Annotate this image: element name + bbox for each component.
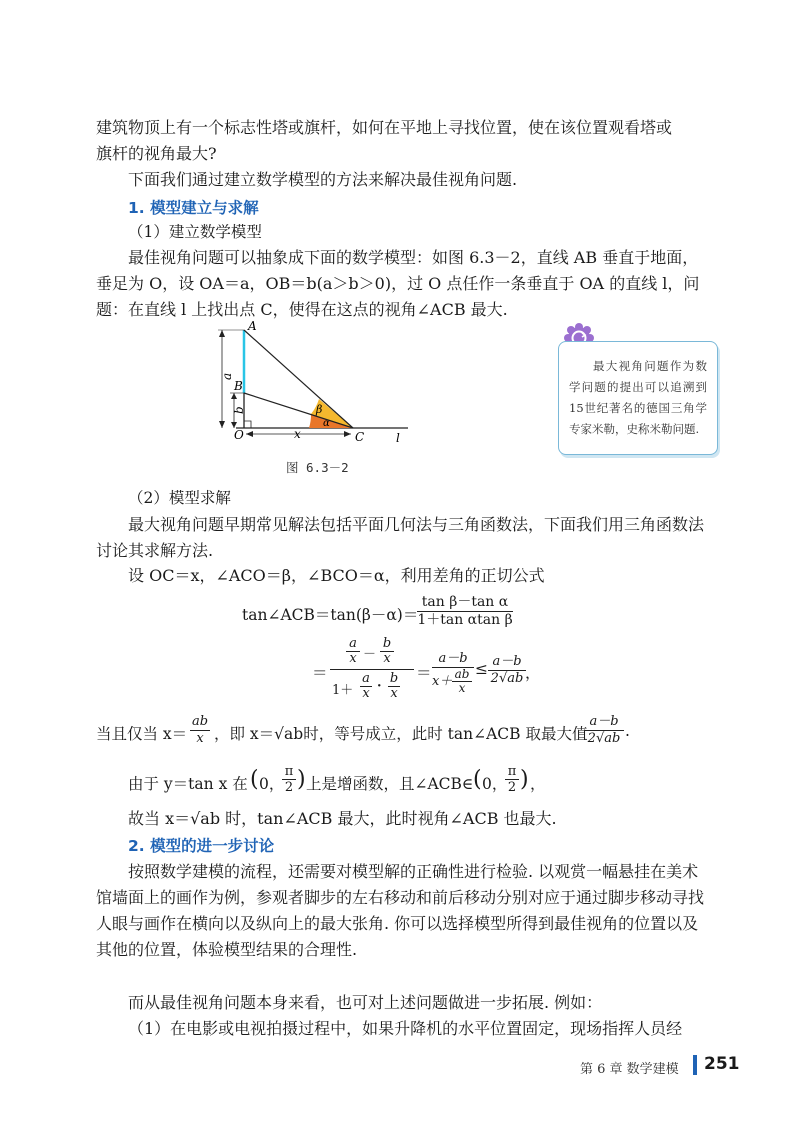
increasing-line: [128, 764, 588, 800]
incr-pi-half-2: [505, 764, 519, 795]
eq2-fraction-3: [488, 654, 526, 687]
incr-pre: 由于 y＝tan x 在: [128, 775, 248, 793]
eq2-f2-num: a－b: [432, 651, 474, 668]
label-beta: β: [316, 403, 323, 416]
sidebar-note: [558, 341, 718, 455]
chapter-label: 第 6 章 数学建模: [580, 1062, 679, 1077]
setup-line: 设 OC＝x，∠ACO＝β，∠BCO＝α，利用差角的正切公式: [128, 566, 545, 585]
eq2-f2-den-ab: ab: [452, 668, 472, 682]
incr-two-2: 2: [507, 780, 517, 795]
condition-line: [96, 713, 716, 753]
section-heading-2: 2. 模型的进一步讨论: [128, 837, 275, 855]
cond-max-den: 2√ab: [587, 731, 621, 746]
label-alpha: α: [323, 418, 330, 429]
cond-fraction: [190, 714, 210, 747]
eq2-less-equal: ≤: [475, 660, 488, 678]
eq2-num-x: x: [349, 651, 357, 666]
incr-int1-close: ): [297, 767, 306, 792]
intro-line-1: 建筑物顶上有一个标志性塔或旗杆，如何在平地上寻找位置，使在该位置观看塔或: [96, 118, 673, 137]
eq2-num-x2: x: [383, 651, 391, 666]
label-B: B: [234, 379, 243, 393]
incr-pi-1: π: [282, 764, 296, 780]
cond-end: .: [625, 722, 630, 740]
incr-end: ，: [530, 775, 546, 793]
eq2-comma: ，: [525, 664, 541, 682]
incr-int2-open: (: [473, 767, 482, 792]
eq2-f3-den: 2√ab: [490, 671, 524, 686]
label-C: C: [355, 430, 365, 444]
label-A: A: [248, 319, 257, 333]
model-paragraph: 最佳视角问题可以抽象成下面的数学模型：如图 6.3－2，直线 AB 垂直于地面，垂足为 O，设 OA＝a，OB＝b(a＞b＞0)，过 O 点任作一条垂直于 OA 的直线 l，问题：在直线 l 上找出点 C，使得在这点的视角∠ACB 最大.: [96, 248, 700, 319]
eq2-den-a: a: [360, 672, 372, 687]
eq1-fraction: [417, 594, 513, 629]
label-x: x: [294, 427, 301, 441]
eq2-num-a: a: [346, 637, 360, 652]
subheading-build-model: （1）建立数学模型: [128, 223, 262, 241]
incr-int1-open: (: [250, 767, 259, 792]
cond-frac-num: ab: [191, 714, 209, 729]
cond-frac-den: x: [196, 731, 204, 746]
eq2-minus: －: [363, 647, 377, 662]
label-l: l: [396, 431, 400, 445]
sidebar-note-text: 最大视角问题作为数学问题的提出可以追溯到15世纪著名的德国三角学专家米勒，史称米勒问题.: [569, 359, 707, 436]
incr-int2-close: ): [520, 767, 529, 792]
cond-max-num: a－b: [584, 714, 624, 731]
cond-mid: ，即 x＝√ab时，等号成立，此时 tan∠ACB 取最大值: [214, 725, 588, 743]
eq2-den-b: b: [389, 671, 399, 686]
footer-accent-bar: [693, 1055, 697, 1075]
cond-max-fraction: [584, 714, 624, 747]
incr-int2-zero: 0，: [482, 775, 508, 793]
figure-caption: 图 6.3－2: [286, 460, 349, 475]
label-a: a: [220, 372, 234, 380]
eq2-den-x: x: [362, 686, 370, 701]
label-b: b: [232, 406, 246, 414]
eq2-f3-num: a－b: [488, 654, 526, 671]
subheading-solve-model: （2）模型求解: [128, 489, 231, 507]
cond-pre: 当且仅当 x＝: [96, 725, 188, 743]
eq2-num-b: b: [380, 637, 394, 652]
eq2-fraction-2: [432, 651, 474, 696]
eq2-compound-fraction: [330, 637, 414, 701]
incr-int1-zero: 0，: [259, 775, 285, 793]
equation-2: [312, 636, 541, 703]
extension-paragraph: 而从最佳视角问题本身来看，也可对上述问题做进一步拓展. 例如：: [128, 993, 603, 1012]
eq2-equals: ＝: [312, 664, 328, 682]
discussion-paragraph: 按照数学建模的流程，还需要对模型解的正确性进行检验. 以观赏一幅悬挂在美术馆墙面上的画作为例，参观者脚步的左右移动和前后移动分别对应于通过脚步移动寻找人眼与画作在横向以及纵向上的最大张角. 你可以选择模型所得到最佳视角的位置以及其他的位置，体验模型结果的合理性.: [96, 862, 705, 959]
eq2-f2-den-pre: x＋: [432, 674, 453, 689]
label-O: O: [234, 428, 244, 442]
eq2-f2-den-x: x: [458, 681, 466, 695]
incr-pi-2: π: [505, 764, 519, 780]
page-number: 251: [704, 1054, 740, 1074]
eq2-den-one-plus: 1＋: [332, 683, 354, 698]
eq1-num: tan β－tan α: [417, 594, 513, 612]
conclusion-line: 故当 x＝√ab 时，tan∠ACB 最大，此时视角∠ACB 也最大.: [128, 809, 557, 828]
incr-mid: 上是增函数，且∠ACB∈: [306, 775, 474, 793]
intro-paragraph-2: 下面我们通过建立数学模型的方法来解决最佳视角问题.: [128, 170, 518, 189]
incr-two-1: 2: [284, 780, 294, 795]
eq1-lhs: tan∠ACB＝tan(β－α)＝: [242, 606, 419, 624]
intro-line-2: 旗杆的视角最大?: [96, 144, 217, 163]
eq2-equals-2: ＝: [416, 664, 432, 682]
section-heading-1: 1. 模型建立与求解: [128, 199, 259, 217]
eq2-den-x2: x: [390, 686, 398, 701]
eq2-dot: ·: [377, 679, 382, 694]
figure-6-3-2: [208, 318, 418, 448]
incr-pi-half-1: [282, 764, 296, 795]
example-1-line: （1）在电影或电视拍摄过程中，如果升降机的水平位置固定，现场指挥人员经: [128, 1019, 683, 1038]
eq1-den: 1＋tan αtan β: [417, 612, 513, 628]
solve-paragraph: 最大视角问题早期常见解法包括平面几何法与三角函数法，下面我们用三角函数法讨论其求解方法.: [96, 515, 705, 560]
